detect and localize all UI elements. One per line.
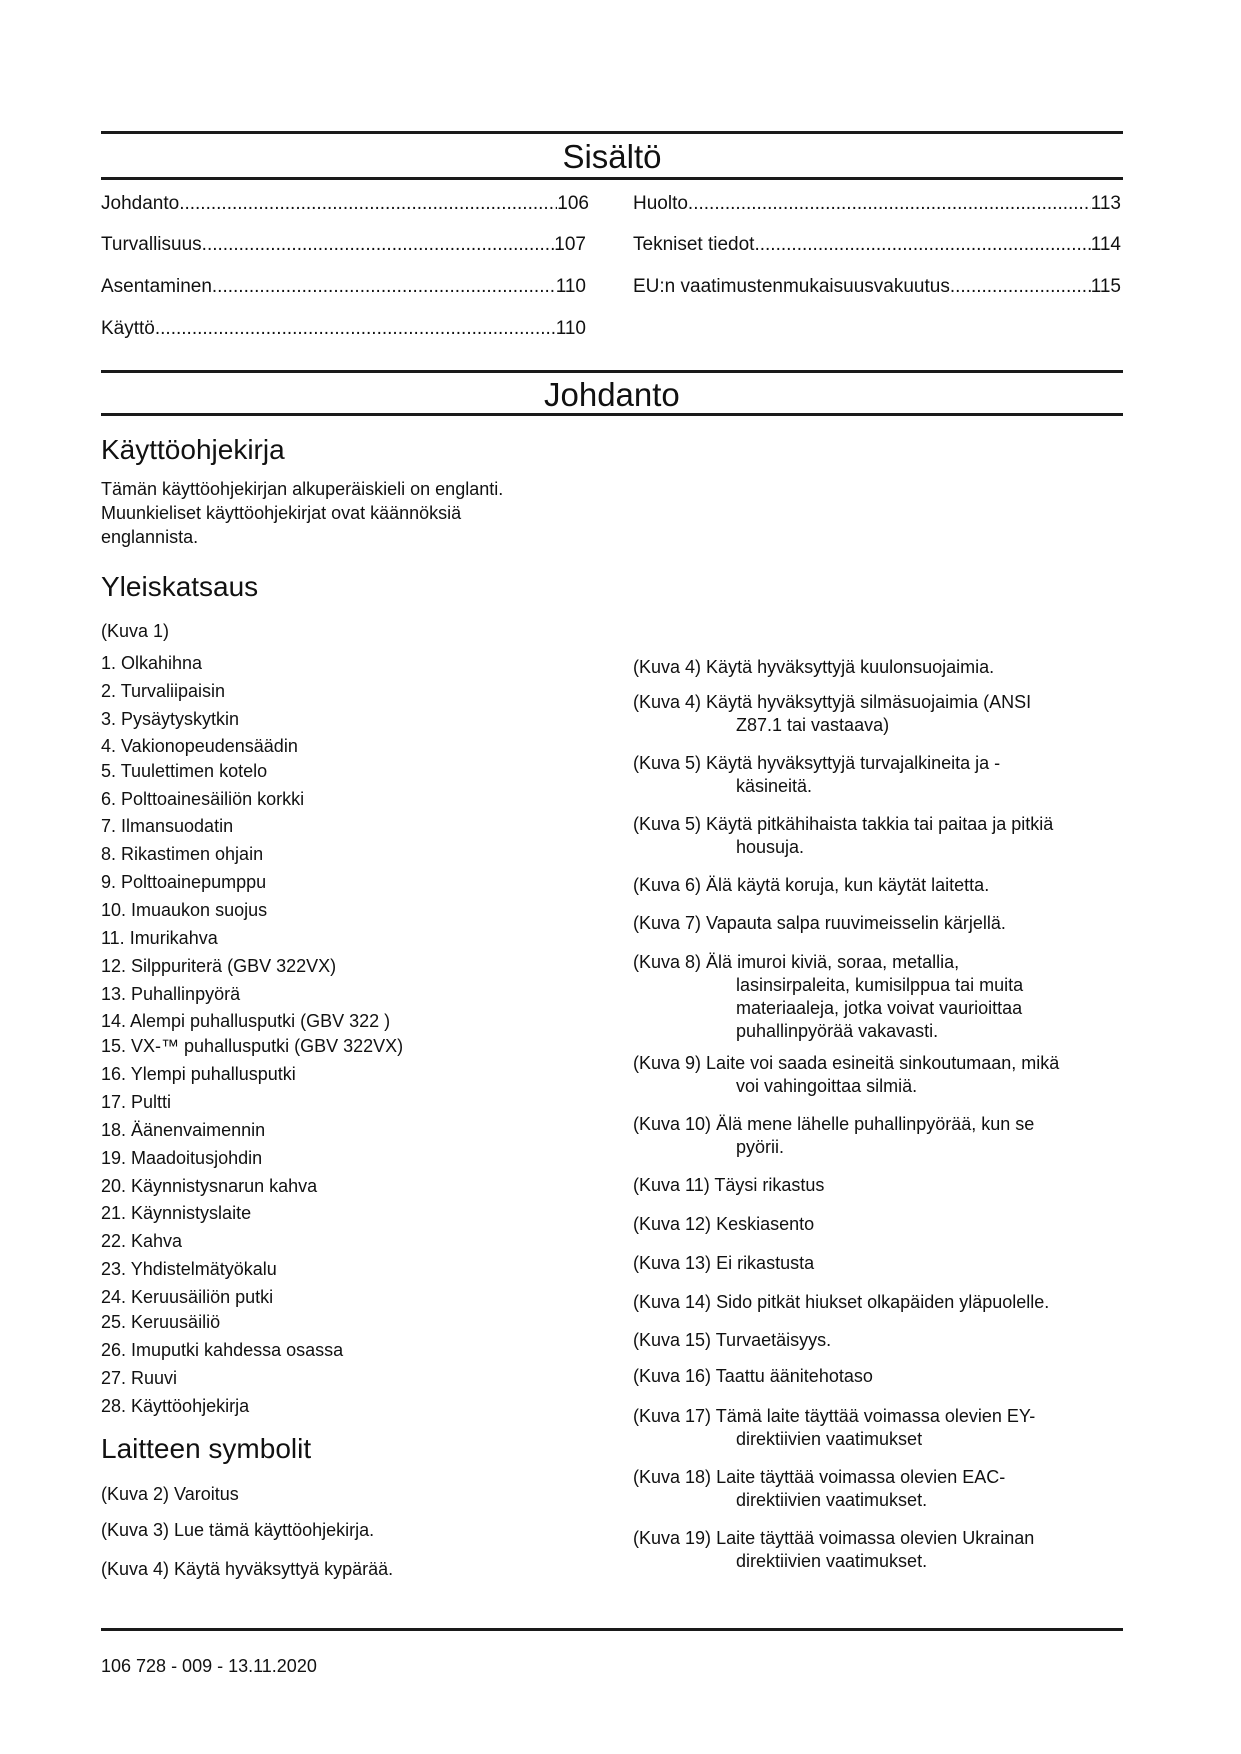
symbol-text-line: Käytä hyväksyttyjä turvajalkineita ja - bbox=[706, 753, 1001, 773]
overview-list-item: 27. Ruuvi bbox=[101, 1368, 178, 1388]
footer-rule bbox=[101, 1628, 1123, 1631]
overview-list-item: 17. Pultti bbox=[101, 1092, 172, 1112]
symbol-figure-ref: (Kuva 9) bbox=[633, 1053, 702, 1073]
symbol-item bbox=[633, 1466, 1133, 1512]
overview-list-item: 5. Tuulettimen kotelo bbox=[101, 761, 268, 781]
symbol-item: (Kuva 2) Varoitus bbox=[101, 1484, 239, 1504]
section-top-rule bbox=[101, 370, 1123, 373]
symbol-item bbox=[633, 1174, 1133, 1197]
symbol-figure-ref: (Kuva 4) bbox=[633, 657, 702, 677]
overview-list-item: 14. Alempi puhallusputki (GBV 322 ) bbox=[101, 1011, 391, 1031]
symbol-item bbox=[633, 1329, 1133, 1352]
overview-list-item: 25. Keruusäiliö bbox=[101, 1312, 221, 1332]
symbol-text-line: käsineitä. bbox=[736, 776, 813, 796]
symbol-item bbox=[633, 813, 1133, 859]
symbol-figure-ref: (Kuva 4) bbox=[633, 692, 702, 712]
toc-entry-asentaminen[interactable]: Asentaminen ..... 110 bbox=[101, 275, 586, 299]
overview-list-item: 3. Pysäytyskytkin bbox=[101, 709, 240, 729]
symbol-figure-ref: (Kuva 15) bbox=[633, 1330, 712, 1350]
toc-title: Sisältö bbox=[562, 138, 662, 175]
symbol-figure-ref: (Kuva 10) bbox=[633, 1114, 712, 1134]
overview-heading: Yleiskatsaus bbox=[101, 571, 259, 602]
symbol-figure-ref: (Kuva 5) bbox=[633, 753, 702, 773]
toc-entry-johdanto[interactable]: Johdanto ..... 106 bbox=[101, 192, 589, 216]
symbol-text-line: Laite täyttää voimassa olevien Ukrainan bbox=[716, 1528, 1035, 1548]
symbol-text-line: lasinsirpaleita, kumisilppua tai muita bbox=[736, 975, 1024, 995]
manual-heading: Käyttöohjekirja bbox=[101, 434, 285, 465]
overview-list-item: 1. Olkahihna bbox=[101, 653, 203, 673]
symbol-item bbox=[633, 1113, 1133, 1159]
symbol-figure-ref: (Kuva 14) bbox=[633, 1292, 712, 1312]
symbol-item: (Kuva 3) Lue tämä käyttöohjekirja. bbox=[101, 1520, 375, 1540]
symbol-item bbox=[633, 1252, 1133, 1275]
overview-list-item: 10. Imuaukon suojus bbox=[101, 900, 268, 920]
overview-list-item: 23. Yhdistelmätyökalu bbox=[101, 1259, 277, 1279]
section-title: Johdanto bbox=[544, 376, 680, 413]
overview-list-item: 24. Keruusäiliön putki bbox=[101, 1287, 274, 1307]
symbol-figure-ref: (Kuva 17) bbox=[633, 1406, 712, 1426]
overview-list-item: 8. Rikastimen ohjain bbox=[101, 844, 264, 864]
symbol-figure-ref: (Kuva 13) bbox=[633, 1253, 712, 1273]
overview-list-item: 6. Polttoainesäiliön korkki bbox=[101, 789, 305, 809]
symbol-figure-ref: (Kuva 18) bbox=[633, 1467, 712, 1487]
symbol-text-line: Laite täyttää voimassa olevien EAC- bbox=[716, 1467, 1006, 1487]
overview-list-item: 20. Käynnistysnarun kahva bbox=[101, 1176, 318, 1196]
symbol-item bbox=[633, 752, 1133, 798]
symbol-figure-ref: (Kuva 6) bbox=[633, 875, 702, 895]
symbol-item bbox=[633, 1527, 1133, 1573]
symbol-text-line: Käytä hyväksyttyjä silmäsuojaimia (ANSI bbox=[706, 692, 1032, 712]
toc-bottom-rule bbox=[101, 177, 1123, 180]
overview-list-item: 18. Äänenvaimennin bbox=[101, 1120, 266, 1140]
overview-list-item: 13. Puhallinpyörä bbox=[101, 984, 241, 1004]
symbol-text-line: Ei rikastusta bbox=[716, 1253, 815, 1273]
overview-list-item: 15. VX-™ puhallusputki (GBV 322VX) bbox=[101, 1036, 404, 1056]
symbol-figure-ref: (Kuva 8) bbox=[633, 952, 702, 972]
symbol-text-line: housuja. bbox=[736, 837, 805, 857]
symbol-text-line: direktiivien vaatimukset. bbox=[736, 1490, 928, 1510]
overview-list-item: 22. Kahva bbox=[101, 1231, 183, 1251]
symbol-text-line: Älä imuroi kiviä, soraa, metallia, bbox=[706, 952, 960, 972]
toc-entry-eu-vakuutus[interactable]: EU:n vaatimustenmukaisuusvakuutus ..... 115 bbox=[633, 275, 1121, 299]
symbol-text-line: Käytä hyväksyttyjä kuulonsuojaimia. bbox=[706, 657, 995, 677]
overview-list-item: 2. Turvaliipaisin bbox=[101, 681, 226, 701]
toc-entry-kaytto[interactable]: Käyttö ..... 110 bbox=[101, 317, 586, 341]
symbol-text-line: Keskiasento bbox=[716, 1214, 815, 1234]
symbol-figure-ref: (Kuva 19) bbox=[633, 1528, 712, 1548]
symbol-text-line: Laite voi saada esineitä sinkoutumaan, mikä bbox=[706, 1053, 1060, 1073]
symbol-text-line: Vapauta salpa ruuvimeisselin kärjellä. bbox=[706, 913, 1006, 933]
overview-list-item: 16. Ylempi puhallusputki bbox=[101, 1064, 296, 1084]
symbol-figure-ref: (Kuva 12) bbox=[633, 1214, 712, 1234]
symbol-figure-ref: (Kuva 5) bbox=[633, 814, 702, 834]
symbol-item bbox=[633, 691, 1133, 737]
toc-top-rule bbox=[101, 131, 1123, 134]
overview-list-item: 19. Maadoitusjohdin bbox=[101, 1148, 263, 1168]
symbol-text-line: Z87.1 tai vastaava) bbox=[736, 715, 890, 735]
symbol-figure-ref: (Kuva 7) bbox=[633, 913, 702, 933]
symbol-text-line: puhallinpyörää vakavasti. bbox=[736, 1021, 939, 1041]
symbol-item: (Kuva 4) Käytä hyväksyttyä kypärää. bbox=[101, 1559, 394, 1579]
symbol-text-line: Täysi rikastus bbox=[714, 1175, 825, 1195]
symbol-figure-ref: (Kuva 16) bbox=[633, 1366, 712, 1386]
symbol-text-line: direktiivien vaatimukset. bbox=[736, 1551, 928, 1571]
symbol-item bbox=[633, 874, 1133, 897]
symbol-item bbox=[633, 951, 1133, 1043]
manual-paragraph-line: Muunkieliset käyttöohjekirjat ovat käännöksiä bbox=[101, 503, 462, 523]
manual-paragraph-line: englannista. bbox=[101, 527, 199, 547]
symbol-item bbox=[633, 1052, 1133, 1098]
symbol-item bbox=[633, 1405, 1133, 1451]
overview-list-item: 9. Polttoainepumppu bbox=[101, 872, 267, 892]
overview-list-item: 11. Imurikahva bbox=[101, 928, 218, 948]
symbol-figure-ref: (Kuva 11) bbox=[633, 1175, 710, 1195]
symbol-text-line: pyörii. bbox=[736, 1137, 785, 1157]
manual-paragraph-line: Tämän käyttöohjekirjan alkuperäiskieli on englanti. bbox=[101, 479, 504, 499]
overview-figure-ref: (Kuva 1) bbox=[101, 621, 170, 641]
toc-entry-tekniset-tiedot[interactable]: Tekniset tiedot ..... 114 bbox=[633, 233, 1121, 257]
symbol-item bbox=[633, 1213, 1133, 1236]
symbol-text-line: Turvaetäisyys. bbox=[715, 1330, 832, 1350]
overview-list-item: 21. Käynnistyslaite bbox=[101, 1203, 252, 1223]
section-bottom-rule bbox=[101, 413, 1123, 416]
overview-list-item: 28. Käyttöohjekirja bbox=[101, 1396, 250, 1416]
symbol-item bbox=[633, 1291, 1133, 1314]
footer-doc-id: 106 728 - 009 - 13.11.2020 bbox=[101, 1656, 317, 1676]
overview-list-item: 7. Ilmansuodatin bbox=[101, 816, 234, 836]
toc-entry-turvallisuus[interactable]: Turvallisuus ..... 107 bbox=[101, 233, 586, 257]
symbol-text-line: Käytä pitkähihaista takkia tai paitaa ja pitkiä bbox=[706, 814, 1054, 834]
overview-list-item: 12. Silppuriterä (GBV 322VX) bbox=[101, 956, 337, 976]
symbol-item bbox=[633, 1365, 1133, 1388]
symbol-text-line: Älä mene lähelle puhallinpyörää, kun se bbox=[716, 1114, 1035, 1134]
symbol-item bbox=[633, 912, 1133, 935]
symbol-text-line: voi vahingoittaa silmiä. bbox=[736, 1076, 918, 1096]
symbol-text-line: Taattu äänitehotaso bbox=[715, 1366, 873, 1386]
symbols-heading: Laitteen symbolit bbox=[101, 1433, 312, 1464]
toc-entry-huolto[interactable]: Huolto ..... 113 bbox=[633, 192, 1121, 216]
symbol-text-line: materiaaleja, jotka voivat vaurioittaa bbox=[736, 998, 1023, 1018]
symbol-text-line: Sido pitkät hiukset olkapäiden yläpuolelle. bbox=[716, 1292, 1050, 1312]
symbol-text-line: Älä käytä koruja, kun käytät laitetta. bbox=[706, 875, 990, 895]
symbol-text-line: Tämä laite täyttää voimassa olevien EY- bbox=[715, 1406, 1036, 1426]
symbol-text-line: direktiivien vaatimukset bbox=[736, 1429, 923, 1449]
overview-list-item: 26. Imuputki kahdessa osassa bbox=[101, 1340, 344, 1360]
symbol-item bbox=[633, 656, 1133, 679]
overview-list-item: 4. Vakionopeudensäädin bbox=[101, 736, 298, 756]
